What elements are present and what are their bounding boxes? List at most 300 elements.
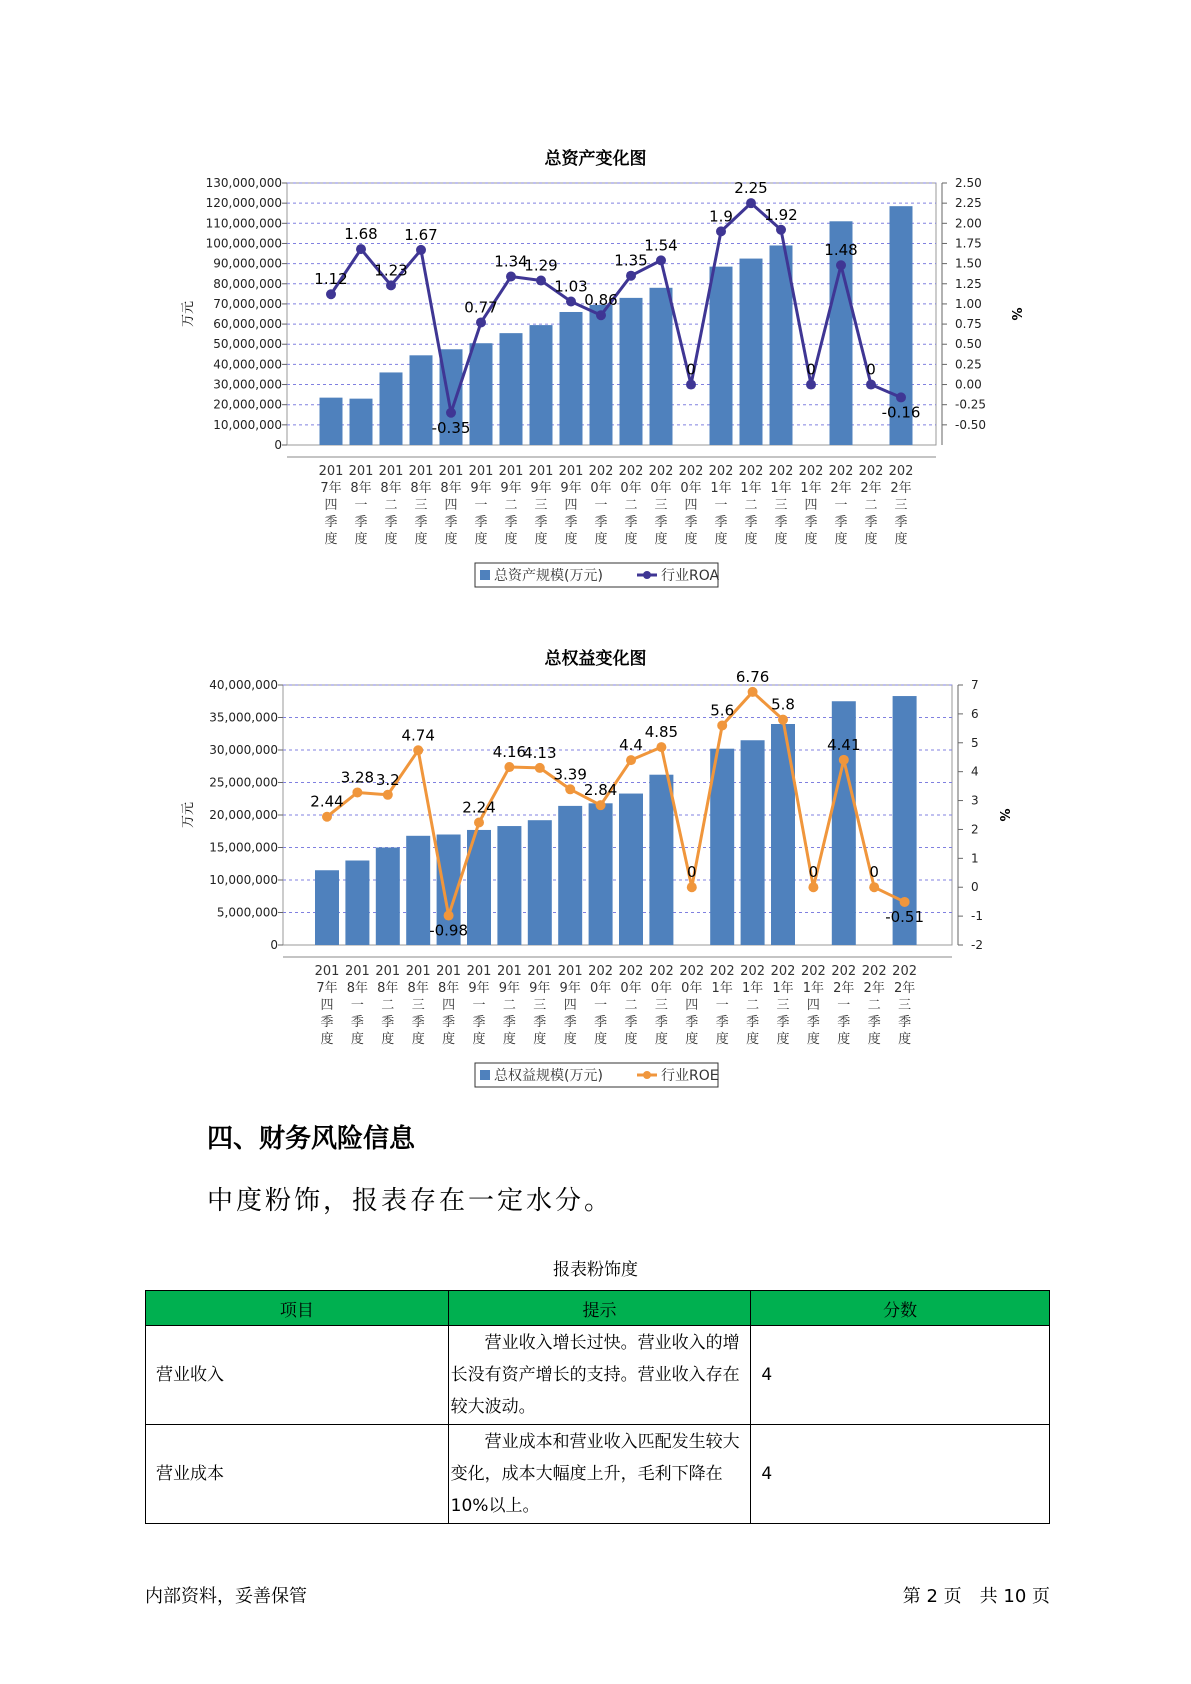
x-tick-label: 季 bbox=[411, 1015, 425, 1030]
x-tick-label: 季 bbox=[324, 515, 338, 530]
legend-bar-swatch bbox=[480, 570, 490, 580]
x-tick-label: 度 bbox=[472, 1032, 486, 1047]
y-tick-label: 35,000,000 bbox=[209, 710, 278, 725]
x-tick-label: 8年 bbox=[380, 481, 402, 496]
x-tick-label: 度 bbox=[564, 532, 578, 547]
x-tick-label: 度 bbox=[534, 532, 548, 547]
line-point bbox=[596, 310, 606, 320]
x-tick-label: 季 bbox=[654, 515, 668, 530]
line-point bbox=[474, 818, 484, 828]
bar bbox=[380, 372, 403, 445]
data-label: 4.74 bbox=[401, 726, 435, 745]
x-tick-label: 2年 bbox=[863, 981, 885, 996]
x-tick-label: 202 bbox=[740, 964, 766, 979]
x-tick-label: 202 bbox=[708, 464, 734, 479]
y-tick-label: 25,000,000 bbox=[209, 775, 278, 790]
x-tick-label: 四 bbox=[564, 498, 578, 513]
x-tick-label: 季 bbox=[414, 515, 428, 530]
x-tick-label: 202 bbox=[588, 964, 614, 979]
chart-title-equity: 总权益变化图 bbox=[544, 649, 647, 669]
x-tick-label: 四 bbox=[444, 498, 458, 513]
data-label: 0.77 bbox=[464, 298, 498, 317]
x-tick-label: 度 bbox=[320, 1032, 334, 1047]
x-tick-label: 7年 bbox=[320, 481, 342, 496]
data-label: 1.92 bbox=[764, 205, 798, 224]
x-tick-label: 二 bbox=[624, 498, 638, 513]
x-tick-label: 一 bbox=[350, 998, 364, 1013]
x-tick-label: 202 bbox=[709, 964, 735, 979]
x-tick-label: 度 bbox=[864, 532, 878, 547]
x-tick-label: 季 bbox=[867, 1015, 881, 1030]
line-point bbox=[383, 790, 393, 800]
x-tick-label: 三 bbox=[774, 498, 788, 513]
data-label: 0 bbox=[869, 863, 879, 882]
line-point bbox=[356, 244, 366, 254]
y-tick-label: 70,000,000 bbox=[213, 296, 282, 311]
x-tick-label: 四 bbox=[804, 498, 818, 513]
x-tick-label: 202 bbox=[858, 464, 884, 479]
x-tick-label: 0年 bbox=[589, 981, 612, 996]
table-row bbox=[146, 1326, 1050, 1425]
table-header-row bbox=[146, 1291, 1050, 1326]
x-tick-label: 202 bbox=[768, 464, 794, 479]
x-tick-label: 201 bbox=[344, 964, 370, 979]
x-tick-label: 8年 bbox=[407, 981, 429, 996]
x-tick-label: 8年 bbox=[346, 981, 369, 996]
line-point bbox=[386, 280, 396, 290]
line-point bbox=[446, 408, 456, 418]
data-label: 0 bbox=[686, 360, 696, 379]
bar bbox=[740, 259, 763, 445]
data-label: 1.35 bbox=[614, 251, 648, 270]
data-label: 2.24 bbox=[462, 798, 496, 817]
x-tick-label: 201 bbox=[498, 464, 524, 479]
x-tick-label: 1年 bbox=[802, 981, 825, 996]
x-tick-label: 季 bbox=[894, 515, 908, 530]
x-tick-label: 二 bbox=[504, 498, 518, 513]
x-tick-label: 季 bbox=[563, 1015, 577, 1030]
line-point bbox=[536, 276, 546, 286]
x-tick-label: 季 bbox=[715, 1015, 729, 1030]
line-point bbox=[806, 380, 816, 390]
x-tick-label: 8年 bbox=[437, 981, 460, 996]
x-tick-label: 202 bbox=[831, 964, 857, 979]
x-tick-label: 202 bbox=[618, 964, 644, 979]
y2-axis-label: % bbox=[996, 808, 1011, 822]
x-tick-label: 季 bbox=[864, 515, 878, 530]
data-label: 5.6 bbox=[710, 701, 735, 720]
x-tick-label: 2年 bbox=[890, 481, 912, 496]
y2-tick-label: 5 bbox=[971, 735, 979, 750]
bar bbox=[350, 399, 373, 445]
line-point bbox=[687, 882, 697, 892]
bar bbox=[315, 870, 339, 945]
y2-tick-label: 4 bbox=[971, 764, 979, 779]
x-tick-label: 一 bbox=[834, 498, 848, 513]
y2-tick-label: 1.00 bbox=[955, 296, 982, 311]
data-label: 1.48 bbox=[824, 241, 858, 260]
line-point bbox=[476, 317, 486, 327]
y-tick-label: 110,000,000 bbox=[205, 216, 282, 231]
x-tick-label: 季 bbox=[534, 515, 548, 530]
x-tick-label: 四 bbox=[806, 998, 820, 1013]
x-tick-label: 1年 bbox=[740, 481, 762, 496]
x-tick-label: 202 bbox=[588, 464, 614, 479]
x-tick-label: 度 bbox=[624, 1032, 638, 1047]
x-tick-label: 一 bbox=[714, 498, 728, 513]
x-tick-label: 201 bbox=[466, 964, 492, 979]
bar bbox=[619, 794, 643, 945]
y-tick-label: 90,000,000 bbox=[213, 256, 282, 271]
risk-table bbox=[145, 1290, 1050, 1524]
data-label: 4.41 bbox=[827, 735, 861, 754]
data-label: 0 bbox=[687, 863, 697, 882]
x-tick-label: 度 bbox=[684, 532, 698, 547]
x-tick-label: 一 bbox=[594, 998, 608, 1013]
line-point bbox=[504, 762, 514, 772]
x-tick-label: 四 bbox=[563, 998, 577, 1013]
x-tick-label: 度 bbox=[624, 532, 638, 547]
x-tick-label: 季 bbox=[776, 1015, 790, 1030]
x-tick-label: 季 bbox=[774, 515, 788, 530]
x-tick-label: 度 bbox=[867, 1032, 881, 1047]
x-tick-label: 度 bbox=[411, 1032, 425, 1047]
y-tick-label: 40,000,000 bbox=[209, 678, 278, 692]
x-tick-label: 202 bbox=[678, 464, 704, 479]
x-tick-label: 202 bbox=[648, 464, 674, 479]
header-item: 项目 bbox=[146, 1291, 449, 1326]
data-label: 4.16 bbox=[492, 743, 527, 762]
y2-tick-label: 0.75 bbox=[955, 317, 982, 332]
x-tick-label: 季 bbox=[472, 1015, 486, 1030]
x-tick-label: 季 bbox=[354, 515, 368, 530]
data-label: 3.2 bbox=[375, 770, 400, 789]
footer-confidential: 内部资料，妥善保管 bbox=[145, 1586, 307, 1607]
row-hint: 营业成本和营业收入匹配发生较大变化，成本大幅度上升，毛利下降在10%以上。 bbox=[448, 1425, 751, 1524]
y2-tick-label: 1.75 bbox=[955, 236, 982, 251]
line-point bbox=[535, 763, 545, 773]
x-tick-label: 二 bbox=[624, 998, 638, 1013]
bar bbox=[497, 826, 521, 945]
x-tick-label: 四 bbox=[320, 998, 334, 1013]
x-tick-label: 9年 bbox=[559, 981, 581, 996]
y-tick-label: 30,000,000 bbox=[213, 377, 282, 392]
line-point bbox=[352, 787, 362, 797]
legend-bar-swatch bbox=[480, 1070, 490, 1080]
line-point bbox=[656, 742, 666, 752]
x-tick-label: 1年 bbox=[800, 481, 822, 496]
data-label: 1.23 bbox=[374, 261, 408, 280]
data-label: 1.68 bbox=[344, 225, 378, 244]
line-point bbox=[565, 784, 575, 794]
x-tick-label: 季 bbox=[381, 1015, 395, 1030]
data-label: 1.67 bbox=[404, 225, 438, 244]
x-tick-label: 季 bbox=[350, 1015, 364, 1030]
y-tick-label: 30,000,000 bbox=[209, 743, 278, 757]
x-tick-label: 201 bbox=[468, 464, 494, 479]
y2-tick-label: 0.00 bbox=[955, 377, 982, 392]
data-label: 1.9 bbox=[709, 207, 733, 226]
x-tick-label: 7年 bbox=[316, 981, 338, 996]
x-tick-label: 1年 bbox=[711, 981, 733, 996]
data-label: 2.25 bbox=[734, 179, 768, 198]
x-tick-label: 季 bbox=[834, 515, 848, 530]
x-tick-label: 8年 bbox=[440, 481, 462, 496]
x-tick-label: 季 bbox=[504, 515, 518, 530]
x-tick-label: 四 bbox=[684, 498, 698, 513]
x-tick-label: 季 bbox=[320, 1015, 334, 1030]
x-tick-label: 季 bbox=[444, 515, 458, 530]
x-tick-label: 度 bbox=[834, 532, 848, 547]
x-tick-label: 201 bbox=[375, 964, 401, 979]
x-tick-label: 202 bbox=[738, 464, 764, 479]
x-tick-label: 二 bbox=[384, 498, 398, 513]
line-point bbox=[748, 687, 758, 697]
bar bbox=[406, 836, 430, 945]
line-point bbox=[746, 198, 756, 208]
data-label: -0.35 bbox=[431, 418, 471, 437]
data-label: 3.39 bbox=[553, 765, 587, 784]
bar bbox=[345, 861, 369, 946]
x-tick-label: 度 bbox=[837, 1032, 851, 1047]
x-tick-label: 度 bbox=[715, 1032, 729, 1047]
bar bbox=[589, 803, 613, 945]
x-tick-label: 度 bbox=[350, 1032, 364, 1047]
x-tick-label: 2年 bbox=[830, 481, 852, 496]
data-label: 4.13 bbox=[523, 743, 557, 762]
x-tick-label: 季 bbox=[384, 515, 398, 530]
x-tick-label: 0年 bbox=[680, 481, 702, 496]
y-tick-label: 20,000,000 bbox=[209, 808, 278, 822]
line-point bbox=[686, 380, 696, 390]
x-tick-label: 1年 bbox=[710, 481, 732, 496]
x-tick-label: 201 bbox=[528, 464, 554, 479]
x-tick-label: 8年 bbox=[377, 981, 399, 996]
x-tick-label: 度 bbox=[894, 532, 908, 547]
x-tick-label: 季 bbox=[837, 1015, 851, 1030]
line-point bbox=[839, 755, 849, 765]
x-tick-label: 季 bbox=[685, 1015, 699, 1030]
y2-axis-label: % bbox=[1008, 307, 1023, 321]
line-point bbox=[626, 271, 636, 281]
line-point bbox=[326, 289, 336, 299]
x-tick-label: 201 bbox=[527, 964, 553, 979]
footer-page-number: 第 2 页 共 10 页 bbox=[902, 1586, 1050, 1607]
y-tick-label: 10,000,000 bbox=[209, 873, 278, 887]
x-tick-label: 季 bbox=[654, 1015, 668, 1030]
y-tick-label: 20,000,000 bbox=[213, 397, 282, 412]
line-point bbox=[716, 226, 726, 236]
x-tick-label: 度 bbox=[714, 532, 728, 547]
legend-line-label: 行业ROA bbox=[661, 568, 720, 584]
data-label: 1.12 bbox=[314, 270, 348, 289]
x-tick-label: 三 bbox=[411, 998, 425, 1013]
x-tick-label: 二 bbox=[864, 498, 878, 513]
y-axis-label: 万元 bbox=[181, 300, 196, 328]
data-label: 0 bbox=[808, 863, 819, 882]
x-tick-label: 2年 bbox=[860, 481, 882, 496]
x-tick-label: 度 bbox=[746, 1032, 760, 1047]
x-tick-label: 202 bbox=[861, 964, 887, 979]
line-point bbox=[866, 380, 876, 390]
x-tick-label: 二 bbox=[744, 498, 758, 513]
x-tick-label: 度 bbox=[654, 532, 668, 547]
data-label: 0 bbox=[866, 360, 876, 379]
y-tick-label: 100,000,000 bbox=[205, 236, 282, 251]
data-label: 3.28 bbox=[340, 768, 375, 787]
data-label: 2.84 bbox=[583, 781, 618, 800]
row-score: 4 bbox=[751, 1425, 1050, 1524]
y2-tick-label: -1 bbox=[971, 909, 983, 924]
section-paragraph: 中度粉饰，报表存在一定水分。 bbox=[207, 1186, 614, 1216]
bar bbox=[590, 305, 613, 445]
x-tick-label: 一 bbox=[837, 998, 851, 1013]
total-assets-chart bbox=[0, 170, 1191, 600]
x-tick-label: 季 bbox=[746, 1015, 760, 1030]
x-tick-label: 季 bbox=[624, 515, 638, 530]
data-label: 1.34 bbox=[494, 252, 528, 271]
line-point bbox=[836, 260, 846, 270]
x-tick-label: 202 bbox=[770, 964, 796, 979]
x-tick-label: 度 bbox=[474, 532, 488, 547]
x-tick-label: 度 bbox=[594, 532, 608, 547]
line-point bbox=[506, 272, 516, 282]
x-tick-label: 202 bbox=[798, 464, 824, 479]
y-tick-label: 80,000,000 bbox=[213, 276, 282, 291]
x-tick-label: 0年 bbox=[620, 981, 642, 996]
x-tick-label: 度 bbox=[324, 532, 338, 547]
data-label: 0 bbox=[806, 360, 816, 379]
y2-tick-label: 1.25 bbox=[955, 276, 982, 291]
x-tick-label: 三 bbox=[533, 998, 547, 1013]
x-tick-label: 9年 bbox=[529, 981, 551, 996]
bar bbox=[558, 806, 582, 945]
x-tick-label: 201 bbox=[438, 464, 464, 479]
y-tick-label: 0 bbox=[270, 938, 278, 952]
x-tick-label: 季 bbox=[804, 515, 818, 530]
x-tick-label: 一 bbox=[715, 998, 729, 1013]
x-tick-label: 度 bbox=[414, 532, 428, 547]
line-point bbox=[416, 245, 426, 255]
x-tick-label: 0年 bbox=[650, 981, 673, 996]
y-tick-label: 120,000,000 bbox=[205, 196, 282, 211]
x-tick-label: 季 bbox=[744, 515, 758, 530]
bar bbox=[530, 325, 553, 445]
row-item: 营业收入 bbox=[146, 1326, 449, 1425]
bar bbox=[649, 775, 673, 945]
x-tick-label: 四 bbox=[442, 998, 456, 1013]
x-tick-label: 季 bbox=[714, 515, 728, 530]
y2-tick-label: 1 bbox=[971, 851, 979, 866]
x-tick-label: 季 bbox=[898, 1015, 912, 1030]
bar bbox=[500, 333, 523, 445]
x-tick-label: 二 bbox=[381, 998, 395, 1013]
x-tick-label: 度 bbox=[563, 1032, 577, 1047]
x-tick-label: 201 bbox=[405, 964, 431, 979]
x-tick-label: 2年 bbox=[893, 981, 916, 996]
line-point bbox=[656, 255, 666, 265]
y2-tick-label: 0.50 bbox=[955, 337, 982, 352]
x-tick-label: 1年 bbox=[770, 481, 792, 496]
x-tick-label: 202 bbox=[618, 464, 644, 479]
x-tick-label: 度 bbox=[504, 532, 518, 547]
line-point bbox=[808, 882, 818, 892]
x-tick-label: 季 bbox=[624, 1015, 638, 1030]
x-tick-label: 0年 bbox=[620, 481, 642, 496]
data-label: -0.51 bbox=[885, 907, 925, 926]
total-equity-chart bbox=[0, 667, 1191, 1100]
x-tick-label: 季 bbox=[806, 1015, 820, 1030]
line-point bbox=[717, 720, 727, 730]
legend-bar-label: 总资产规模(万元) bbox=[494, 568, 603, 584]
x-tick-label: 202 bbox=[888, 464, 914, 479]
chart-title-assets: 总资产变化图 bbox=[544, 149, 647, 169]
bar bbox=[741, 740, 765, 945]
y2-tick-label: -0.50 bbox=[955, 417, 987, 432]
x-tick-label: 201 bbox=[348, 464, 374, 479]
y2-tick-label: 0.25 bbox=[955, 357, 982, 372]
x-tick-label: 0年 bbox=[681, 981, 703, 996]
y2-tick-label: 2.00 bbox=[955, 216, 982, 231]
x-tick-label: 0年 bbox=[590, 481, 612, 496]
y-tick-label: 10,000,000 bbox=[213, 417, 282, 432]
x-tick-label: 201 bbox=[318, 464, 344, 479]
data-label: -0.16 bbox=[881, 403, 921, 422]
header-hint: 提示 bbox=[448, 1291, 751, 1326]
data-label: -0.98 bbox=[429, 921, 469, 940]
bar bbox=[771, 724, 795, 945]
y2-tick-label: 3 bbox=[971, 793, 979, 808]
bar bbox=[560, 312, 583, 445]
legend-bar-label: 总权益规模(万元) bbox=[494, 1068, 603, 1084]
bar bbox=[620, 298, 643, 445]
x-tick-label: 三 bbox=[654, 998, 668, 1013]
data-label: 2.44 bbox=[310, 792, 344, 811]
y2-tick-label: 7 bbox=[971, 678, 979, 692]
data-label: 5.8 bbox=[771, 695, 795, 714]
x-tick-label: 季 bbox=[474, 515, 488, 530]
y2-tick-label: -2 bbox=[971, 938, 983, 952]
line-point bbox=[322, 812, 332, 822]
x-tick-label: 9年 bbox=[500, 481, 522, 496]
x-tick-label: 度 bbox=[442, 1032, 456, 1047]
x-tick-label: 度 bbox=[533, 1032, 547, 1047]
header-score: 分数 bbox=[751, 1291, 1050, 1326]
x-tick-label: 0年 bbox=[650, 481, 672, 496]
x-tick-label: 度 bbox=[776, 1032, 790, 1047]
x-tick-label: 202 bbox=[828, 464, 854, 479]
x-tick-label: 四 bbox=[324, 498, 338, 513]
x-tick-label: 季 bbox=[594, 515, 608, 530]
x-tick-label: 度 bbox=[804, 532, 818, 547]
bar bbox=[710, 267, 733, 445]
line-point bbox=[896, 392, 906, 402]
x-tick-label: 9年 bbox=[530, 481, 552, 496]
data-label: 1.54 bbox=[644, 236, 678, 255]
x-tick-label: 一 bbox=[472, 998, 486, 1013]
y-tick-label: 50,000,000 bbox=[213, 337, 282, 352]
y-tick-label: 60,000,000 bbox=[213, 317, 282, 332]
legend-line-marker bbox=[643, 1071, 651, 1079]
x-tick-label: 度 bbox=[806, 1032, 820, 1047]
x-tick-label: 度 bbox=[594, 1032, 608, 1047]
x-tick-label: 度 bbox=[384, 532, 398, 547]
line-point bbox=[776, 225, 786, 235]
x-tick-label: 季 bbox=[442, 1015, 456, 1030]
data-label: 1.03 bbox=[554, 277, 588, 296]
x-tick-label: 202 bbox=[679, 964, 705, 979]
data-label: 6.76 bbox=[735, 667, 770, 686]
